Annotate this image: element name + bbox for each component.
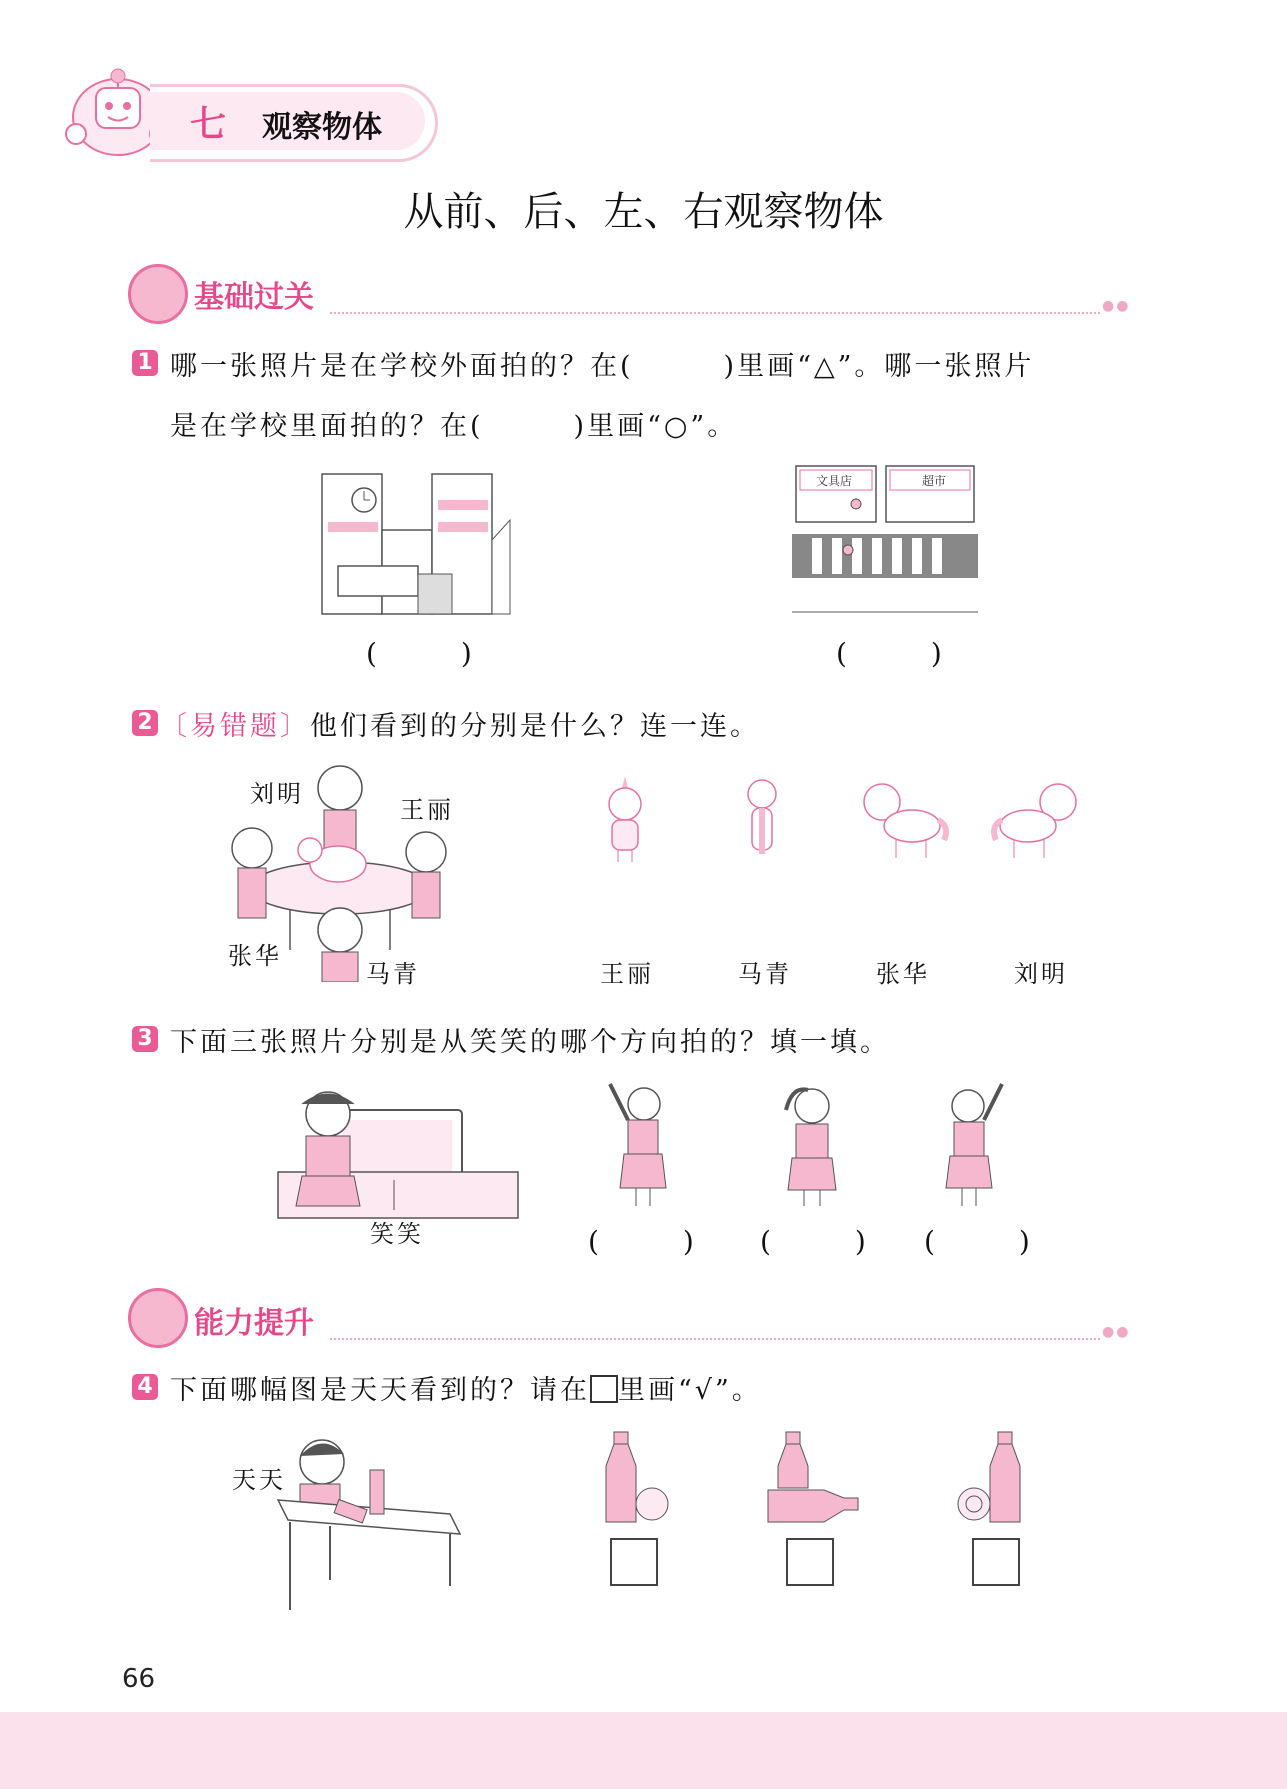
label-maqing: 马青	[366, 960, 420, 988]
chapter-number: 七	[190, 104, 227, 145]
street-outside-picture	[792, 462, 978, 620]
question-text-line1: 哪一张照片是在学校外面拍的？在( )里画“△”。哪一张照片	[170, 351, 1035, 382]
label-zhanghua: 张华	[228, 942, 282, 970]
shop-sign-supermarket: 超市	[922, 474, 947, 488]
answer-checkbox-a[interactable]	[610, 1538, 658, 1586]
section-avatar-icon	[128, 1288, 188, 1348]
match-label-1: 王丽	[600, 960, 654, 988]
divider-dots: ●●	[1102, 298, 1131, 314]
q1-answer-blank-2[interactable]: ( )	[836, 637, 942, 670]
bottles-option-c	[954, 1430, 1026, 1524]
question-text: 下面三张照片分别是从笑笑的哪个方向拍的？填一填。	[170, 1027, 890, 1058]
unicorn-front-view	[600, 774, 650, 864]
question-number: 1	[132, 350, 158, 376]
section-divider	[330, 1338, 1100, 1340]
divider-dots: ●●	[1102, 1324, 1131, 1340]
q3-answer-blank-3[interactable]: ( )	[924, 1225, 1030, 1258]
question-number: 2	[132, 710, 158, 736]
question-text-line2: 是在学校里面拍的？在( )里画“○”。	[170, 411, 738, 442]
girl-right-side-photo	[938, 1080, 1014, 1210]
chapter-title: 观察物体	[262, 110, 382, 145]
section-title-basic: 基础过关	[194, 280, 314, 315]
section-divider	[330, 312, 1100, 314]
question-body: 他们看到的分别是什么？连一连。	[310, 711, 760, 742]
unicorn-left-side-view	[860, 776, 950, 862]
page-number: 66	[122, 1664, 156, 1694]
shop-sign-stationery: 文具店	[816, 474, 853, 488]
question-number: 3	[132, 1026, 158, 1052]
answer-checkbox-b[interactable]	[786, 1538, 834, 1586]
question-text	[170, 1368, 762, 1407]
girl-watching-tv-picture	[276, 1080, 526, 1230]
label-tiantian: 天天	[232, 1466, 286, 1494]
bottles-option-a	[600, 1430, 672, 1524]
unicorn-right-side-view	[990, 776, 1080, 862]
question-body-start: 下面哪幅图是天天看到的？请在	[170, 1375, 590, 1406]
question-number: 4	[132, 1374, 158, 1400]
label-xiaoxiao: 笑笑	[370, 1220, 424, 1248]
match-label-3: 张华	[876, 960, 930, 988]
q1-answer-blank-1[interactable]: ( )	[366, 637, 472, 670]
answer-checkbox-c[interactable]	[972, 1538, 1020, 1586]
label-wangli: 王丽	[400, 796, 454, 824]
unicorn-back-view	[740, 774, 784, 864]
checkbox-symbol-icon	[590, 1375, 618, 1403]
error-prone-tag: 〔易错题〕	[160, 711, 310, 742]
girl-front-photo	[768, 1080, 848, 1210]
match-label-4: 刘明	[1014, 960, 1068, 988]
match-label-2: 马青	[738, 960, 792, 988]
q3-answer-blank-1[interactable]: ( )	[588, 1225, 694, 1258]
footer-band	[0, 1712, 1287, 1789]
question-text	[160, 704, 760, 743]
school-inside-picture	[318, 470, 514, 620]
section-title-advanced: 能力提升	[194, 1306, 314, 1341]
question-body-end: 里画“√”。	[618, 1375, 762, 1406]
girl-left-side-photo	[598, 1080, 674, 1210]
section-avatar-icon	[128, 264, 188, 324]
lesson-title: 从前、后、左、右观察物体	[403, 189, 884, 235]
label-liuming: 刘明	[250, 780, 304, 808]
bottles-option-b	[764, 1430, 864, 1524]
q3-answer-blank-2[interactable]: ( )	[760, 1225, 866, 1258]
boy-at-table-picture	[270, 1430, 470, 1620]
